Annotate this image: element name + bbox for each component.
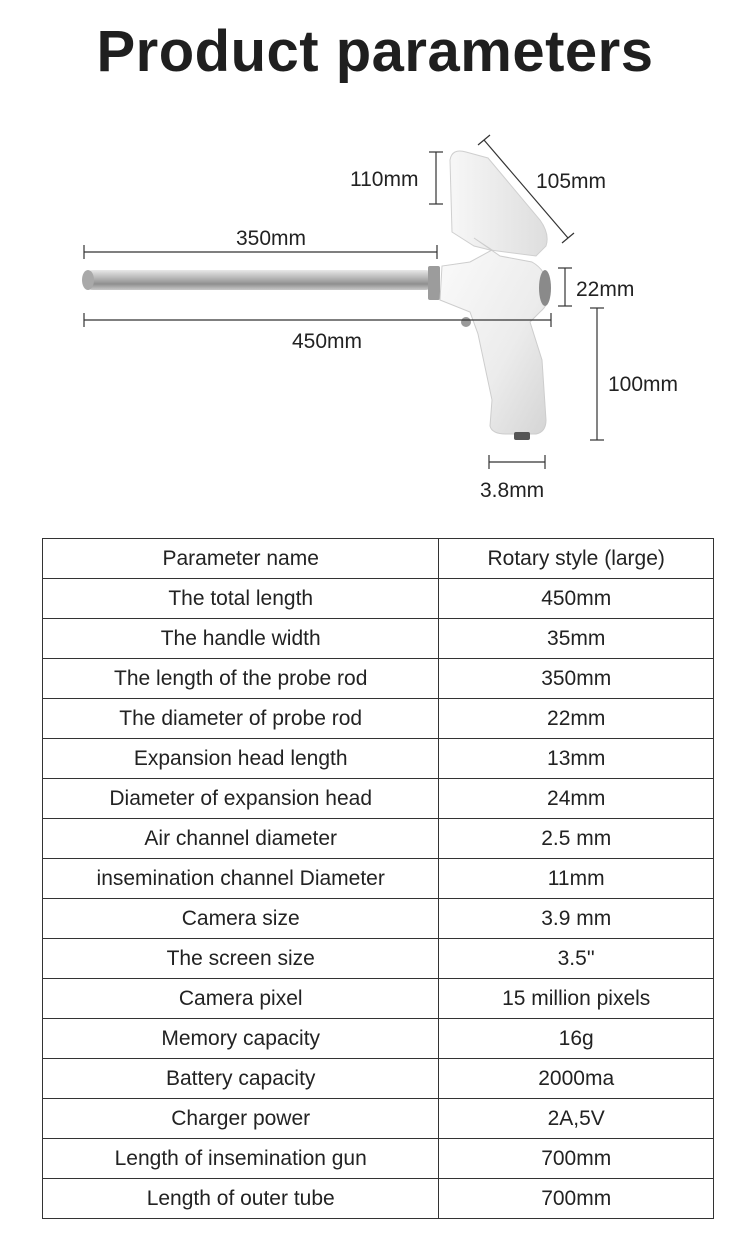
parameter-value-cell: 16g <box>439 1019 714 1059</box>
table-row <box>43 939 714 979</box>
parameter-name-cell: insemination channel Diameter <box>43 859 439 899</box>
table-row <box>43 699 714 739</box>
table-row <box>43 659 714 699</box>
parameter-name-cell: Battery capacity <box>43 1059 439 1099</box>
table-row <box>43 779 714 819</box>
parameter-name-cell: The handle width <box>43 619 439 659</box>
dim-handle-height: 100mm <box>608 373 679 396</box>
gun-body <box>440 238 549 434</box>
table-row <box>43 819 714 859</box>
parameter-value-cell: 24mm <box>439 779 714 819</box>
parameter-value-cell: 350mm <box>439 659 714 699</box>
parameter-name-cell: The diameter of probe rod <box>43 699 439 739</box>
parameter-value-cell: 700mm <box>439 1139 714 1179</box>
parameter-name-cell: Charger power <box>43 1099 439 1139</box>
parameter-name-cell: The total length <box>43 579 439 619</box>
table-header-row <box>43 539 714 579</box>
probe-rod <box>84 270 434 290</box>
header-rotary-style: Rotary style (large) <box>439 539 714 579</box>
rear-cap <box>539 270 551 306</box>
rod-collar <box>428 266 440 300</box>
parameter-name-cell: Expansion head length <box>43 739 439 779</box>
dim-total-length: 450mm <box>292 330 363 353</box>
parameter-name-cell: Diameter of expansion head <box>43 779 439 819</box>
screen-head <box>450 151 547 256</box>
parameter-value-cell: 450mm <box>439 579 714 619</box>
product-dimension-diagram <box>0 125 750 515</box>
parameter-value-cell: 2A,5V <box>439 1099 714 1139</box>
parameter-value-cell: 13mm <box>439 739 714 779</box>
table-row <box>43 579 714 619</box>
table-row <box>43 899 714 939</box>
parameter-name-cell: The screen size <box>43 939 439 979</box>
parameter-name-cell: Length of outer tube <box>43 1179 439 1219</box>
table-row <box>43 739 714 779</box>
parameter-name-cell: Length of insemination gun <box>43 1139 439 1179</box>
parameter-value-cell: 35mm <box>439 619 714 659</box>
parameter-name-cell: Camera size <box>43 899 439 939</box>
dim-head-height: 110mm <box>350 168 419 191</box>
table-row <box>43 1019 714 1059</box>
table-row <box>43 1099 714 1139</box>
parameter-value-cell: 2.5 mm <box>439 819 714 859</box>
table-row <box>43 619 714 659</box>
parameter-value-cell: 3.5'' <box>439 939 714 979</box>
insemination-gun-illustration <box>82 151 551 440</box>
table-row <box>43 1059 714 1099</box>
parameter-name-cell: Air channel diameter <box>43 819 439 859</box>
table-row <box>43 859 714 899</box>
parameter-table <box>42 538 714 1219</box>
page-title: Product parameters <box>96 19 654 84</box>
header-parameter-name: Parameter name <box>43 539 439 579</box>
parameter-value-cell: 3.9 mm <box>439 899 714 939</box>
parameter-value-cell: 700mm <box>439 1179 714 1219</box>
parameter-value-cell: 15 million pixels <box>439 979 714 1019</box>
table-row <box>43 979 714 1019</box>
side-button <box>461 317 471 327</box>
dim-rod-diameter: 22mm <box>576 278 635 301</box>
parameter-name-cell: Camera pixel <box>43 979 439 1019</box>
parameter-value-cell: 2000ma <box>439 1059 714 1099</box>
parameter-value-cell: 22mm <box>439 699 714 739</box>
dim-tip-width: 3.8mm <box>480 479 545 502</box>
bottom-port <box>514 432 530 440</box>
dim-rod-length: 350mm <box>236 227 307 250</box>
parameter-value-cell: 11mm <box>439 859 714 899</box>
parameter-name-cell: The length of the probe rod <box>43 659 439 699</box>
rod-tip <box>82 270 94 290</box>
parameter-name-cell: Memory capacity <box>43 1019 439 1059</box>
table-row <box>43 1139 714 1179</box>
table-row <box>43 1179 714 1219</box>
dim-head-length: 105mm <box>536 170 607 193</box>
